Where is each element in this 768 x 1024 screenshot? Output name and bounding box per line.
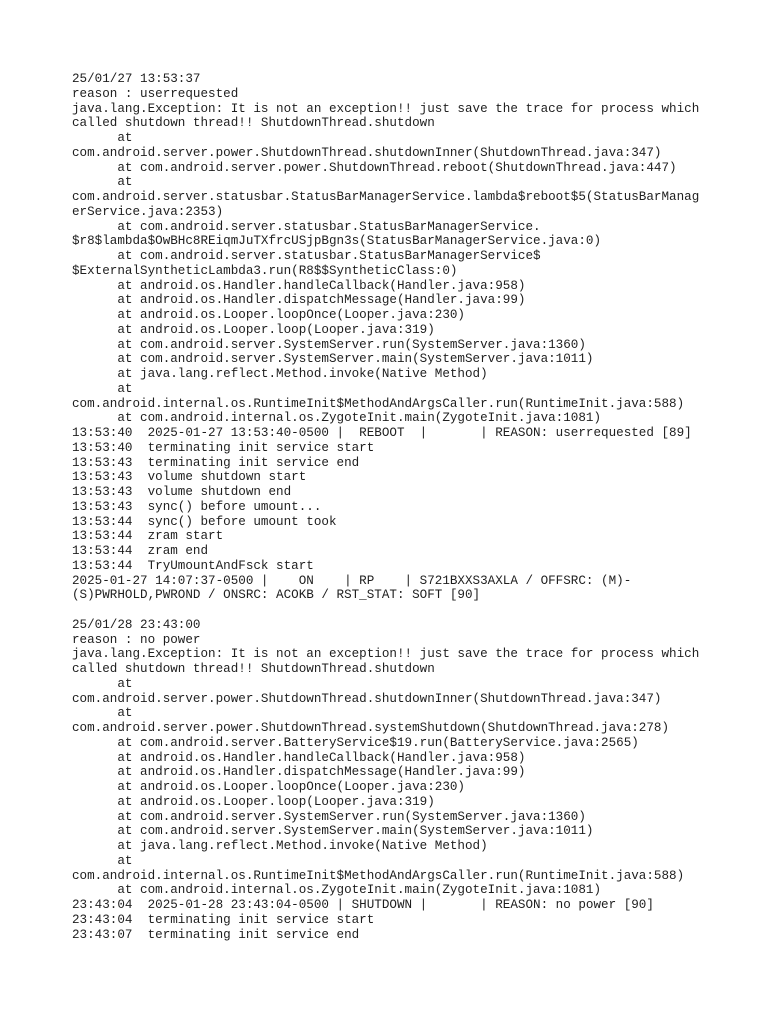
log-line: at java.lang.reflect.Method.invoke(Native Method) bbox=[72, 367, 488, 381]
log-line: at com.android.server.power.ShutdownThread.reboot(ShutdownThread.java:447) bbox=[72, 160, 677, 175]
log-line: 2025-01-27 14:07:37-0500 | ON | RP | S721BXXS3AXLA / OFFSRC: (M)- bbox=[72, 573, 632, 588]
log-line: erService.java:2353) bbox=[72, 204, 224, 219]
log-line: (S)PWRHOLD,PWROND / ONSRC: ACOKB / RST_STAT: SOFT [90] bbox=[72, 588, 481, 603]
log-line: 13:53:43 sync() before umount... bbox=[72, 499, 322, 514]
log-line: at com.android.server.SystemServer.main(SystemServer.java:1011) bbox=[72, 352, 594, 367]
log-line: 13:53:44 zram end bbox=[72, 544, 209, 558]
log-line: 23:43:04 terminating init service start bbox=[72, 912, 375, 927]
log-line: at android.os.Looper.loop(Looper.java:319) bbox=[72, 794, 435, 809]
log-line: 13:53:40 2025-01-27 13:53:40-0500 | REBOOT | | REASON: userrequested [89] bbox=[72, 426, 692, 440]
log-line: 13:53:44 TryUmountAndFsck start bbox=[72, 558, 314, 573]
log-line: com.android.server.power.ShutdownThread.shutdownInner(ShutdownThread.java:347) bbox=[72, 691, 662, 706]
log-line: called shutdown thread!! ShutdownThread.shutdown bbox=[72, 116, 435, 131]
log-line: 23:43:07 terminating init service end bbox=[72, 927, 360, 942]
log-line: at bbox=[72, 676, 133, 691]
log-line: $r8$lambda$OwBHc8REiqmJuTXfrcUSjpBgn3s(StatusBarManagerService.java:0) bbox=[72, 234, 602, 249]
log-line: 13:53:43 terminating init service end bbox=[72, 455, 360, 470]
log-line: at android.os.Handler.dispatchMessage(Handler.java:99) bbox=[72, 293, 526, 308]
log-line: at java.lang.reflect.Method.invoke(Native Method) bbox=[72, 839, 488, 853]
log-line: at bbox=[72, 853, 133, 868]
log-line: at bbox=[72, 131, 133, 145]
log-line: at android.os.Handler.handleCallback(Handler.java:958) bbox=[72, 750, 526, 765]
log-line: at com.android.server.SystemServer.main(SystemServer.java:1011) bbox=[72, 824, 594, 839]
log-line: 13:53:43 volume shutdown end bbox=[72, 485, 292, 499]
log-line: com.android.server.power.ShutdownThread.systemShutdown(ShutdownThread.java:278) bbox=[72, 721, 670, 735]
log-line: com.android.server.power.ShutdownThread.shutdownInner(ShutdownThread.java:347) bbox=[72, 145, 662, 160]
log-line: 13:53:44 sync() before umount took bbox=[72, 514, 337, 529]
log-line: 13:53:40 terminating init service start bbox=[72, 440, 375, 455]
log-line: at com.android.internal.os.ZygoteInit.main(ZygoteInit.java:1081) bbox=[72, 411, 602, 426]
log-line: com.android.server.statusbar.StatusBarManagerService.lambda$reboot$5(StatusBarManag bbox=[72, 190, 700, 204]
log-line: at com.android.server.SystemServer.run(SystemServer.java:1360) bbox=[72, 337, 586, 352]
log-line: at com.android.internal.os.ZygoteInit.main(ZygoteInit.java:1081) bbox=[72, 883, 602, 898]
log-line: 25/01/27 13:53:37 bbox=[72, 72, 201, 86]
log-line: reason : userrequested bbox=[72, 86, 239, 101]
log-line: at bbox=[72, 706, 133, 721]
log-line: com.android.internal.os.RuntimeInit$MethodAndArgsCaller.run(RuntimeInit.java:588) bbox=[72, 868, 685, 883]
log-line: at com.android.server.BatteryService$19.run(BatteryService.java:2565) bbox=[72, 735, 639, 750]
log-line: at bbox=[72, 381, 133, 396]
log-line: 25/01/28 23:43:00 bbox=[72, 617, 201, 632]
log-line: at android.os.Looper.loopOnce(Looper.java:230) bbox=[72, 780, 465, 794]
blank-line bbox=[72, 603, 702, 618]
log-line: at com.android.server.statusbar.StatusBarManagerService$ bbox=[72, 249, 541, 263]
log-line: at bbox=[72, 175, 133, 190]
log-line: at android.os.Looper.loopOnce(Looper.java:230) bbox=[72, 308, 465, 322]
log-line: called shutdown thread!! ShutdownThread.shutdown bbox=[72, 662, 435, 676]
log-document bbox=[72, 72, 702, 942]
log-line: at com.android.server.statusbar.StatusBarManagerService. bbox=[72, 219, 541, 234]
log-line: java.lang.Exception: It is not an exception!! just save the trace for process which bbox=[72, 101, 700, 116]
log-line: at android.os.Looper.loop(Looper.java:319) bbox=[72, 322, 435, 337]
log-line: 13:53:43 volume shutdown start bbox=[72, 470, 307, 485]
log-line: at android.os.Handler.handleCallback(Handler.java:958) bbox=[72, 278, 526, 293]
log-line: at com.android.server.SystemServer.run(SystemServer.java:1360) bbox=[72, 809, 586, 824]
log-line: reason : no power bbox=[72, 632, 201, 647]
log-line: 13:53:44 zram start bbox=[72, 529, 224, 544]
log-line: $ExternalSyntheticLambda3.run(R8$$SyntheticClass:0) bbox=[72, 263, 458, 278]
log-line: 23:43:04 2025-01-28 23:43:04-0500 | SHUTDOWN | | REASON: no power [90] bbox=[72, 898, 654, 912]
log-line: at android.os.Handler.dispatchMessage(Handler.java:99) bbox=[72, 765, 526, 780]
log-line: com.android.internal.os.RuntimeInit$MethodAndArgsCaller.run(RuntimeInit.java:588) bbox=[72, 396, 685, 411]
log-line: java.lang.Exception: It is not an exception!! just save the trace for process which bbox=[72, 647, 700, 662]
